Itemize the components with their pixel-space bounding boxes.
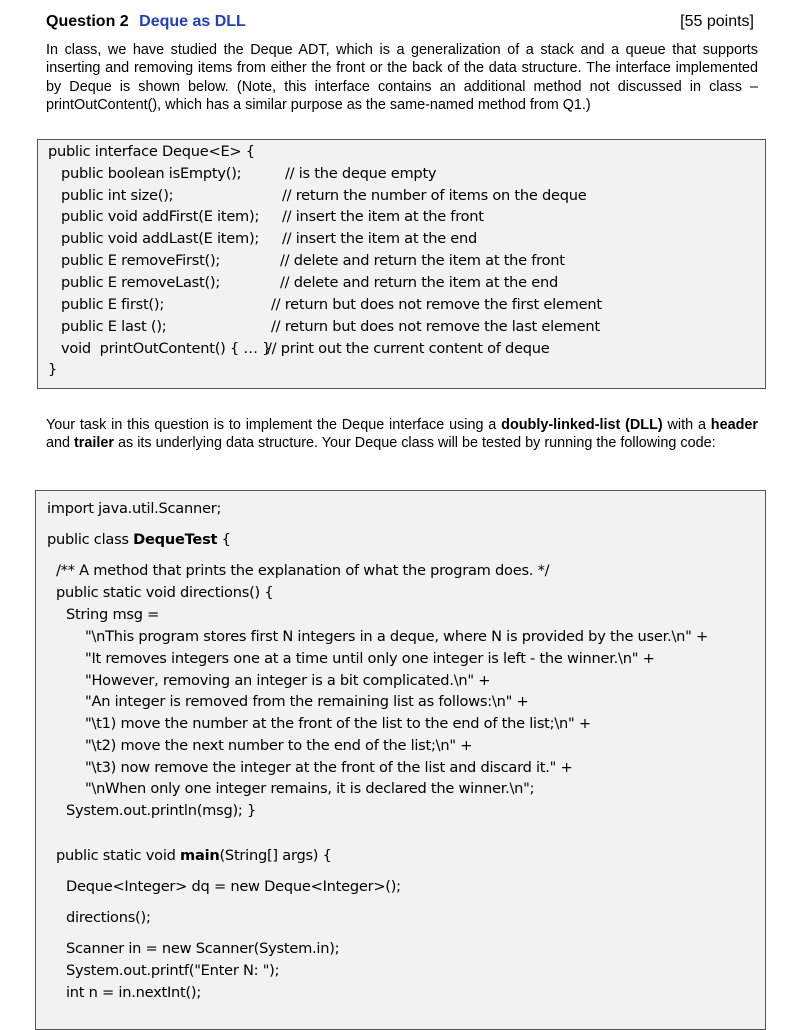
code-line-msg: "It removes integers one at a time until only one integer is left - the winner.\n" + <box>85 650 655 667</box>
code-line-printf: System.out.printf("Enter N: "); <box>66 962 280 979</box>
task-text: Your task in this question is to implement the Deque interface using a <box>46 417 502 433</box>
test-code-box <box>35 490 766 1030</box>
code-line-sig: public boolean isEmpty(); <box>61 165 242 182</box>
class-name: DequeTest <box>133 531 218 548</box>
code-line-class-decl <box>47 530 231 550</box>
question-title: Deque as DLL <box>139 13 246 30</box>
code-line-msg: "However, removing an integer is a bit complicated.\n" + <box>85 672 491 689</box>
code-line-msg: "\nWhen only one integer remains, it is declared the winner.\n"; <box>85 780 535 797</box>
code-line-dq-decl: Deque<Integer> dq = new Deque<Integer>(); <box>66 878 401 895</box>
code-line-comment: // delete and return the item at the front <box>280 252 565 269</box>
code-line-sig: public E first(); <box>61 296 164 313</box>
intro-paragraph: In class, we have studied the Deque ADT, which is a generalization of a stack and a queue that supports inserting and removing items from either the front or the back of the data structure. The interface implemented by Deque is shown below. (Note, this interface contains an additional method not discussed in class – printOutContent(), which has a similar purpose as the same-named method from Q1.) <box>46 42 758 113</box>
code-line-msg: "\t1) move the number at the front of the list to the end of the list;\n" + <box>85 715 591 732</box>
main-suffix: (String[] args) { <box>219 847 332 864</box>
code-line-msg: "\nThis program stores first N integers in a deque, where N is provided by the user.\n" + <box>85 628 708 645</box>
code-line-directions-sig: public static void directions() { <box>56 584 274 601</box>
task-bold-dll: doubly-linked-list (DLL) <box>501 417 663 433</box>
code-line-sig: public E removeLast(); <box>61 274 221 291</box>
code-line-interface-open: public interface Deque<E> { <box>48 143 255 160</box>
task-paragraph <box>46 416 758 453</box>
code-line-sig: public E last (); <box>61 318 167 335</box>
interface-code-box <box>37 139 766 389</box>
code-line-msg-decl: String msg = <box>66 606 160 623</box>
code-line-msg: "An integer is removed from the remaining list as follows:\n" + <box>85 693 529 710</box>
code-line-println: System.out.println(msg); } <box>66 802 257 819</box>
code-line-directions-call: directions(); <box>66 909 151 926</box>
code-line-javadoc: /** A method that prints the explanation of what the program does. */ <box>56 562 550 579</box>
code-line-sig: public void addFirst(E item); <box>61 208 260 225</box>
class-suffix: { <box>217 531 231 548</box>
code-line-comment: // print out the current content of deque <box>267 340 550 357</box>
code-line-interface-close: } <box>48 361 58 378</box>
code-line-comment: // is the deque empty <box>285 165 437 182</box>
code-line-main-decl <box>56 846 332 866</box>
code-line-comment: // insert the item at the front <box>282 208 484 225</box>
task-bold-header: header <box>710 417 758 433</box>
task-text: and <box>46 435 75 452</box>
code-line-comment: // return but does not remove the last element <box>271 318 600 335</box>
code-line-comment: // return but does not remove the first element <box>271 296 602 313</box>
code-line-sig: void printOutContent() { … } <box>61 340 272 357</box>
class-prefix: public class <box>47 531 134 548</box>
code-line-msg: "\t2) move the next number to the end of the list;\n" + <box>85 737 473 754</box>
code-line-scanner: Scanner in = new Scanner(System.in); <box>66 940 340 957</box>
question-points: [55 points] <box>680 13 754 30</box>
code-line-comment: // insert the item at the end <box>282 230 478 247</box>
main-prefix: public static void <box>56 847 181 864</box>
code-line-sig: public void addLast(E item); <box>61 230 260 247</box>
question-number: Question 2 <box>46 13 129 30</box>
code-line-import: import java.util.Scanner; <box>47 500 222 517</box>
code-line-sig: public E removeFirst(); <box>61 252 221 269</box>
task-text: with a <box>662 417 711 433</box>
code-line-comment: // delete and return the item at the end <box>280 274 559 291</box>
code-line-comment: // return the number of items on the deque <box>282 187 587 204</box>
code-line-read-n: int n = in.nextInt(); <box>66 984 202 1001</box>
question-heading <box>46 13 756 35</box>
task-text: as its underlying data structure. Your Deque class will be tested by running the following code: <box>114 435 716 452</box>
code-line-sig: public int size(); <box>61 187 174 204</box>
main-name: main <box>180 847 220 864</box>
task-bold-trailer: trailer <box>74 435 115 452</box>
code-line-msg: "\t3) now remove the integer at the front of the list and discard it." + <box>85 759 573 776</box>
